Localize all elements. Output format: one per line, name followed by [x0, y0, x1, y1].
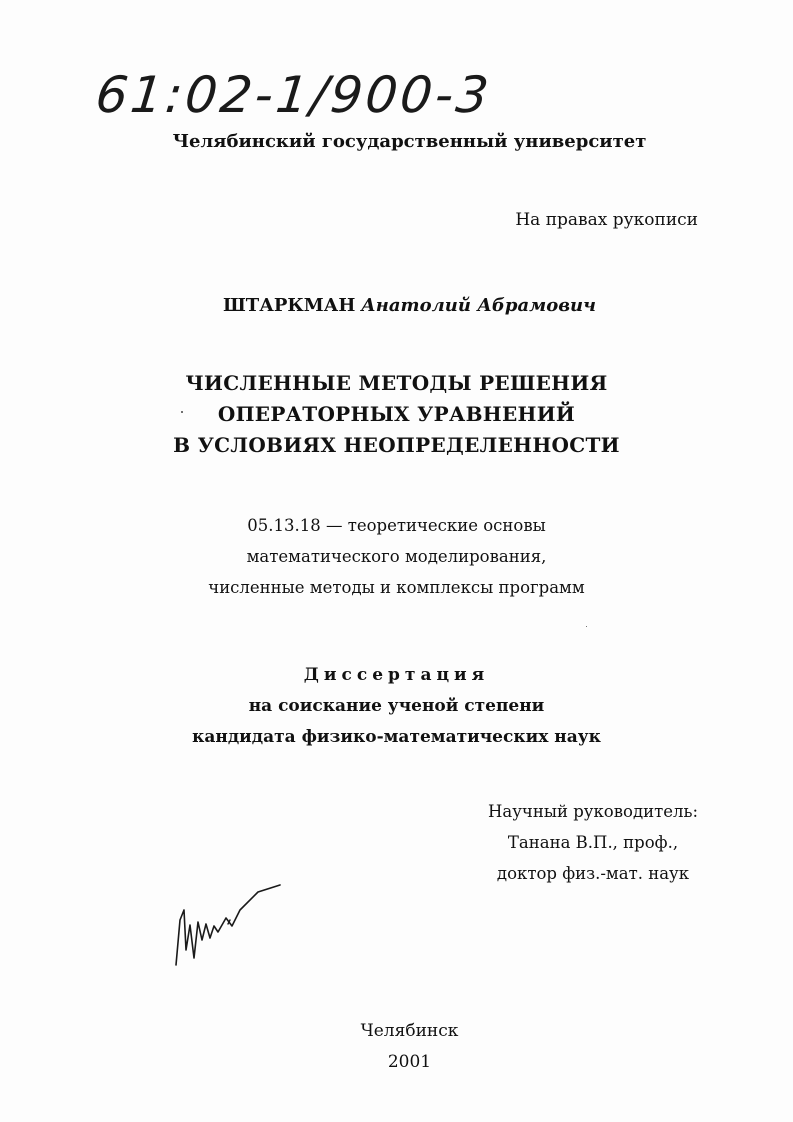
specialty-line: 05.13.18 — теоретические основы [247, 516, 546, 535]
university-name: Челябинский государственный университет [172, 131, 647, 152]
author-given-names: Анатолий Абрамович [361, 295, 597, 316]
author-signature [168, 880, 288, 975]
thesis-title-line: ОПЕРАТОРНЫХ УРАВНЕНИЙ [217, 402, 576, 426]
year: 2001 [387, 1052, 432, 1072]
supervisor-degree: доктор физ.-мат. наук [496, 864, 690, 883]
dissertation-degree-line: кандидата физико-математических наук [192, 727, 601, 747]
thesis-title-line: В УСЛОВИЯХ НЕОПРЕДЕЛЕННОСТИ [173, 433, 620, 457]
scan-speck [181, 411, 183, 413]
dissertation-heading: Диссертация [303, 665, 490, 685]
thesis-title-line: ЧИСЛЕННЫЕ МЕТОДЫ РЕШЕНИЯ [185, 371, 608, 395]
specialty-line: численные методы и комплексы программ [208, 578, 585, 597]
author-name [13, 295, 793, 316]
dissertation-degree-line: на соискание ученой степени [248, 696, 545, 716]
supervisor-name: Танана В.П., проф., [507, 833, 679, 852]
city: Челябинск [360, 1021, 459, 1041]
author-surname: ШТАРКМАН [222, 295, 356, 316]
handwritten-catalog-code: 61:02-1/900-3 [92, 66, 495, 124]
supervisor-label: Научный руководитель: [487, 802, 699, 821]
rights-notice: На правах рукописи [515, 210, 698, 230]
scan-speck [586, 626, 587, 627]
specialty-line: математического моделирования, [246, 547, 547, 566]
